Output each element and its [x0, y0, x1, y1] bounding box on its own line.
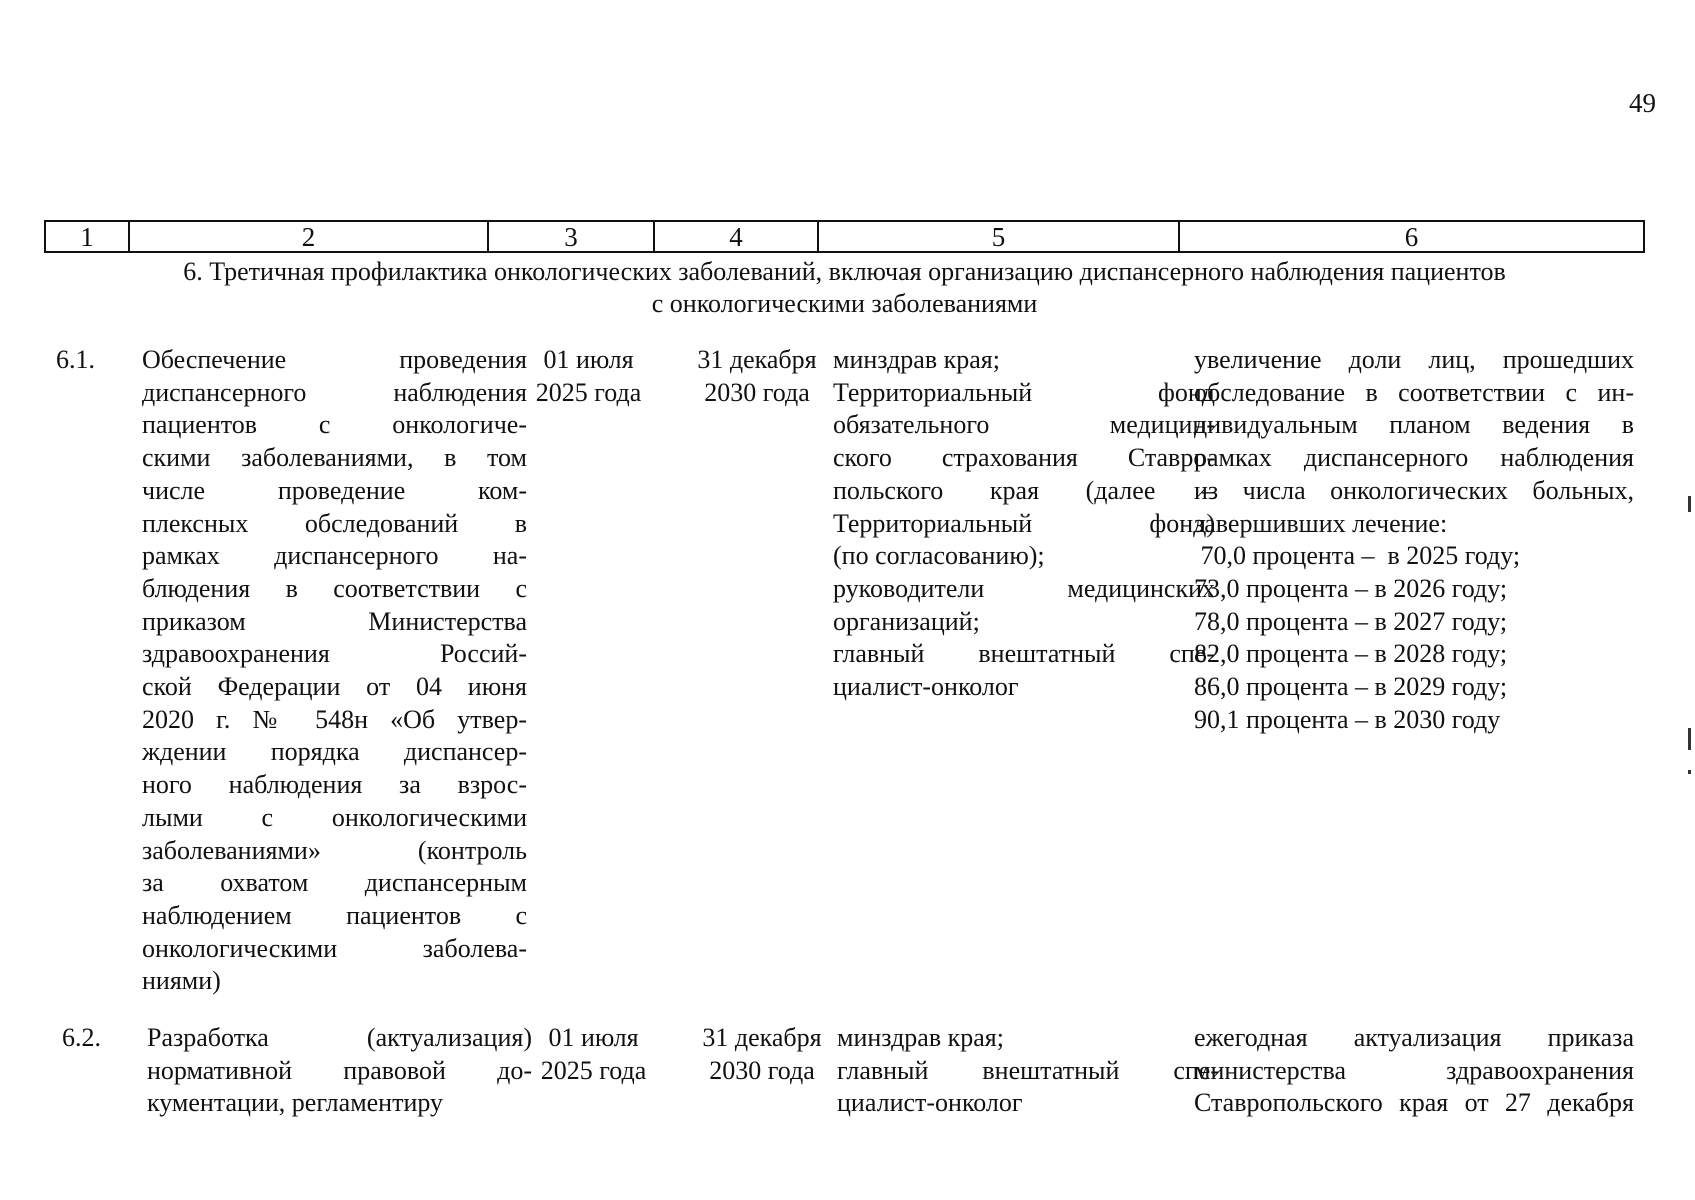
- result-line: 86,0 процента – в 2029 году;: [1194, 672, 1508, 702]
- end-date-year: 2030 года: [709, 1055, 815, 1085]
- task-line: приказом Министерства: [142, 606, 527, 636]
- column-header-3: 3: [489, 222, 655, 251]
- task-line: ниями): [142, 966, 221, 996]
- task-line: числе проведение ком-: [142, 475, 527, 505]
- result-line: 73,0 процента – в 2026 году;: [1194, 573, 1508, 603]
- column-header-1: 1: [46, 222, 130, 251]
- task-line: блюдения в соответствии с: [142, 573, 527, 603]
- result-line: 82,0 процента – в 2028 году;: [1194, 639, 1508, 669]
- end-date: [677, 1022, 847, 1087]
- column-header-6: 6: [1404, 222, 1419, 252]
- row-number: 6.1.: [56, 345, 95, 374]
- responsible-line: Территориальный фонд: [833, 377, 1215, 407]
- result-line: 70,0 процента – в 2025 году;: [1194, 541, 1521, 571]
- start-date: [511, 344, 666, 409]
- column-header-2: 2: [130, 222, 489, 251]
- task-line: нормативной правовой до-: [147, 1055, 532, 1085]
- end-date: [672, 344, 842, 409]
- task-line: пациентов с онкологиче-: [142, 410, 527, 440]
- column-header-4: 4: [655, 222, 819, 251]
- responsible-line: главный внештатный спе-: [833, 639, 1215, 669]
- result-line: увеличение доли лиц, прошедших: [1194, 345, 1634, 374]
- result-line: министерства здравоохранения: [1194, 1055, 1634, 1085]
- task-line: за охватом диспансерным: [142, 868, 527, 898]
- end-date-year: 2030 года: [704, 377, 810, 407]
- task-line: рамках диспансерного на-: [142, 541, 527, 571]
- task-line: ного наблюдения за взрос-: [142, 770, 527, 800]
- expected-result: [1194, 344, 1634, 736]
- section-title-line-2: с онкологическими заболеваниями: [651, 289, 1038, 318]
- responsible-line: обязательного медицин-: [833, 410, 1215, 440]
- task-line: Разработка (актуализация): [147, 1023, 532, 1052]
- start-date-day: 01 июля: [548, 1023, 639, 1052]
- result-line: 78,0 процента – в 2027 году;: [1194, 606, 1508, 636]
- responsible-line: организаций;: [833, 606, 980, 636]
- task-line: скими заболеваниями, в том: [142, 443, 527, 473]
- column-header-row: [44, 220, 1645, 253]
- task-line: диспансерного наблюдения: [142, 377, 527, 407]
- responsible-line: минздрав края;: [833, 345, 1000, 374]
- result-line: рамках диспансерного наблюдения: [1194, 443, 1634, 473]
- responsible-line: главный внештатный спе-: [837, 1055, 1219, 1085]
- page-number: 49: [1629, 88, 1656, 118]
- task-line: 2020 г. № 548н «Об утвер-: [142, 704, 527, 734]
- task-description: [142, 344, 527, 998]
- scan-mark: [1688, 728, 1691, 750]
- task-line: плексных обследований в: [142, 508, 527, 538]
- result-line: Ставропольского края от 27 декабря: [1194, 1088, 1634, 1118]
- result-line: завершивших лечение:: [1194, 508, 1448, 538]
- section-title-line-1: 6. Третичная профилактика онкологических заболеваний, включая организацию диспансерного наблюдения пациентов: [183, 257, 1506, 286]
- section-title: [44, 256, 1645, 320]
- task-description: [147, 1022, 532, 1120]
- column-header-5: 5: [819, 222, 1180, 251]
- task-line: кументации, регламентиру: [147, 1088, 444, 1118]
- responsible-executors: [837, 1022, 1219, 1120]
- row-number: 6.2.: [62, 1023, 101, 1052]
- responsible-line: Территориальный фонд): [833, 508, 1215, 538]
- task-line: наблюдением пациентов с: [142, 900, 527, 930]
- start-date-year: 2025 года: [535, 377, 642, 407]
- responsible-line: ского страхования Ставро-: [833, 443, 1215, 473]
- start-date-year: 2025 года: [540, 1055, 647, 1085]
- end-date-day: 31 декабря: [697, 345, 817, 374]
- responsible-line: циалист-онколог: [833, 672, 1019, 702]
- responsible-line: руководители медицинских: [833, 573, 1215, 603]
- expected-result: [1194, 1022, 1634, 1120]
- scan-mark: [1688, 770, 1691, 774]
- responsible-line: (по согласованию);: [833, 541, 1045, 571]
- responsible-executors: [833, 344, 1215, 704]
- result-line: дивидуальным планом ведения в: [1194, 410, 1634, 440]
- task-line: лыми с онкологическими: [142, 802, 527, 832]
- task-line: ской Федерации от 04 июня: [142, 672, 527, 702]
- task-line: Обеспечение проведения: [142, 345, 527, 374]
- task-line: заболеваниями» (контроль: [142, 835, 527, 865]
- scan-mark: [1688, 496, 1691, 512]
- start-date-day: 01 июля: [543, 345, 634, 374]
- result-line: 90,1 процента – в 2030 году: [1194, 704, 1501, 734]
- end-date-day: 31 декабря: [702, 1023, 822, 1052]
- task-line: онкологическими заболева-: [142, 933, 527, 963]
- result-line: ежегодная актуализация приказа: [1194, 1023, 1634, 1052]
- task-line: здравоохранения Россий-: [142, 639, 527, 669]
- result-line: из числа онкологических больных,: [1194, 475, 1634, 505]
- responsible-line: польского края (далее –: [833, 475, 1215, 505]
- responsible-line: циалист-онколог: [837, 1088, 1023, 1118]
- result-line: обследование в соответствии с ин-: [1194, 377, 1634, 407]
- start-date: [516, 1022, 671, 1087]
- task-line: ждении порядка диспансер-: [142, 737, 527, 767]
- responsible-line: минздрав края;: [837, 1023, 1004, 1052]
